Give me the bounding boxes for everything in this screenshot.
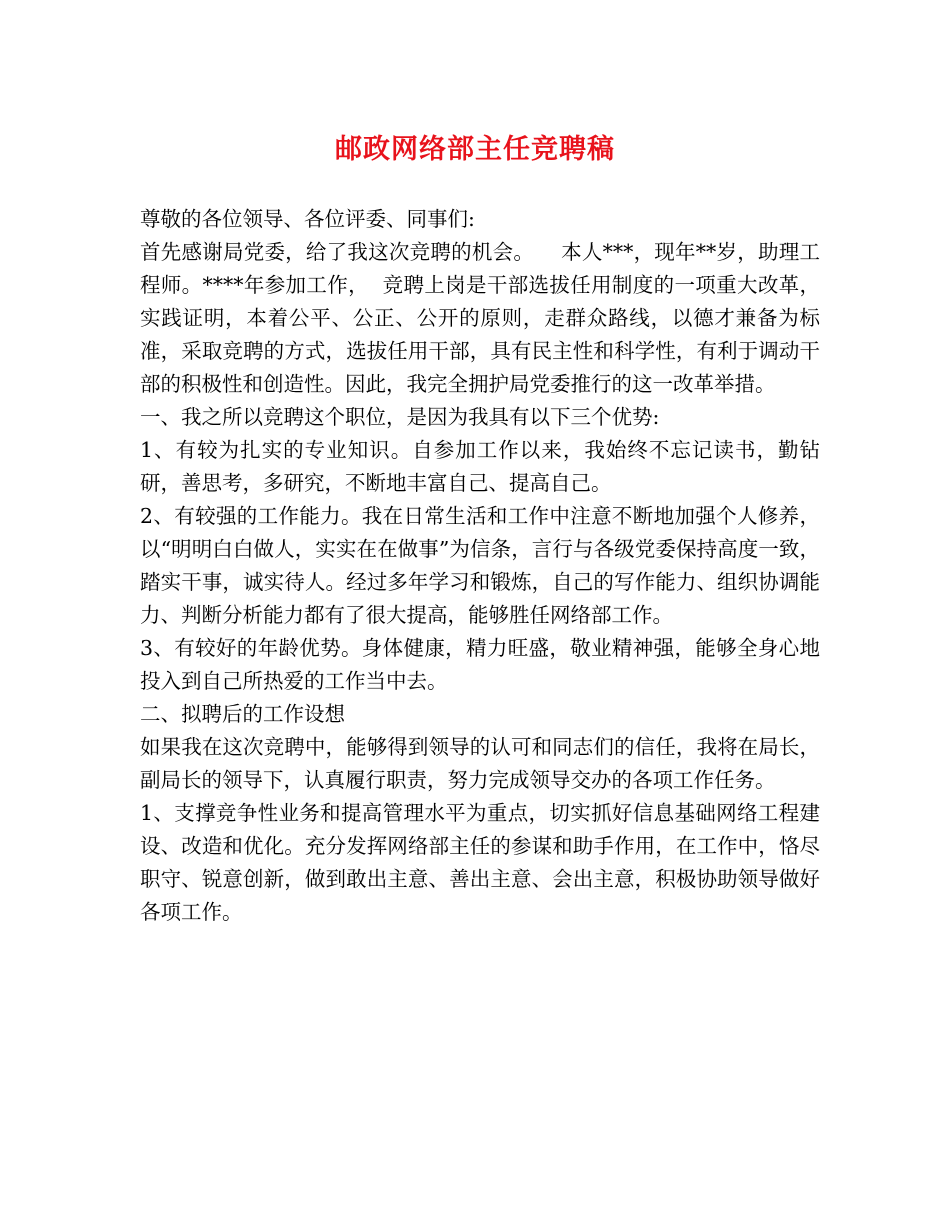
paragraph-intro: 首先感谢局党委，给了我这次竞聘的机会。 本人***，现年**岁，助理工程师。****年参加工作， 竞聘上岗是干部选拔任用制度的一项重大改革，实践证明，本着公平、公正、公开的原则，走群众路线，以德才兼备为标准，采取竞聘的方式，选拔任用干部，具有民主性和科学性，有利于调动干部的积极性和创造性。因此，我完全拥护局党委推行的这一改革举措。 (140, 240, 820, 396)
paragraph-plan-1: 1、支撑竞争性业务和提高管理水平为重点，切实抓好信息基础网络工程建设、改造和优化。充分发挥网络部主任的参谋和助手作用，在工作中，恪尽职守、锐意创新，做到敢出主意、善出主意、会出主意，积极协助领导做好各项工作。 (140, 801, 820, 924)
paragraph-advantage-1: 1、有较为扎实的专业知识。自参加工作以来，我始终不忘记读书，勤钻研，善思考，多研究，不断地丰富自己、提高自己。 (140, 438, 820, 495)
paragraph-advantage-2: 2、有较强的工作能力。我在日常生活和工作中注意不断地加强个人修养，以“明明白白做人，实实在在做事”为信条，言行与各级党委保持高度一致，踏实干事，诚实待人。经过多年学习和锻炼，自己的写作能力、组织协调能力、判断分析能力都有了很大提高，能够胜任网络部工作。 (140, 504, 820, 627)
document-title: 邮政网络部主任竞聘稿 (335, 134, 615, 165)
section-heading-plans: 二、拟聘后的工作设想 (140, 702, 345, 726)
paragraph-advantage-3: 3、有较好的年龄优势。身体健康，精力旺盛，敬业精神强，能够全身心地投入到自己所热爱的工作当中去。 (140, 636, 820, 693)
paragraph-salutation: 尊敬的各位领导、各位评委、同事们: (140, 207, 475, 231)
paragraph-plans-intro: 如果我在这次竞聘中，能够得到领导的认可和同志们的信任，我将在局长，副局长的领导下，认真履行职责，努力完成领导交办的各项工作任务。 (140, 735, 820, 792)
section-heading-advantages: 一、我之所以竞聘这个职位，是因为我具有以下三个优势: (140, 405, 660, 429)
document-body (140, 203, 820, 929)
